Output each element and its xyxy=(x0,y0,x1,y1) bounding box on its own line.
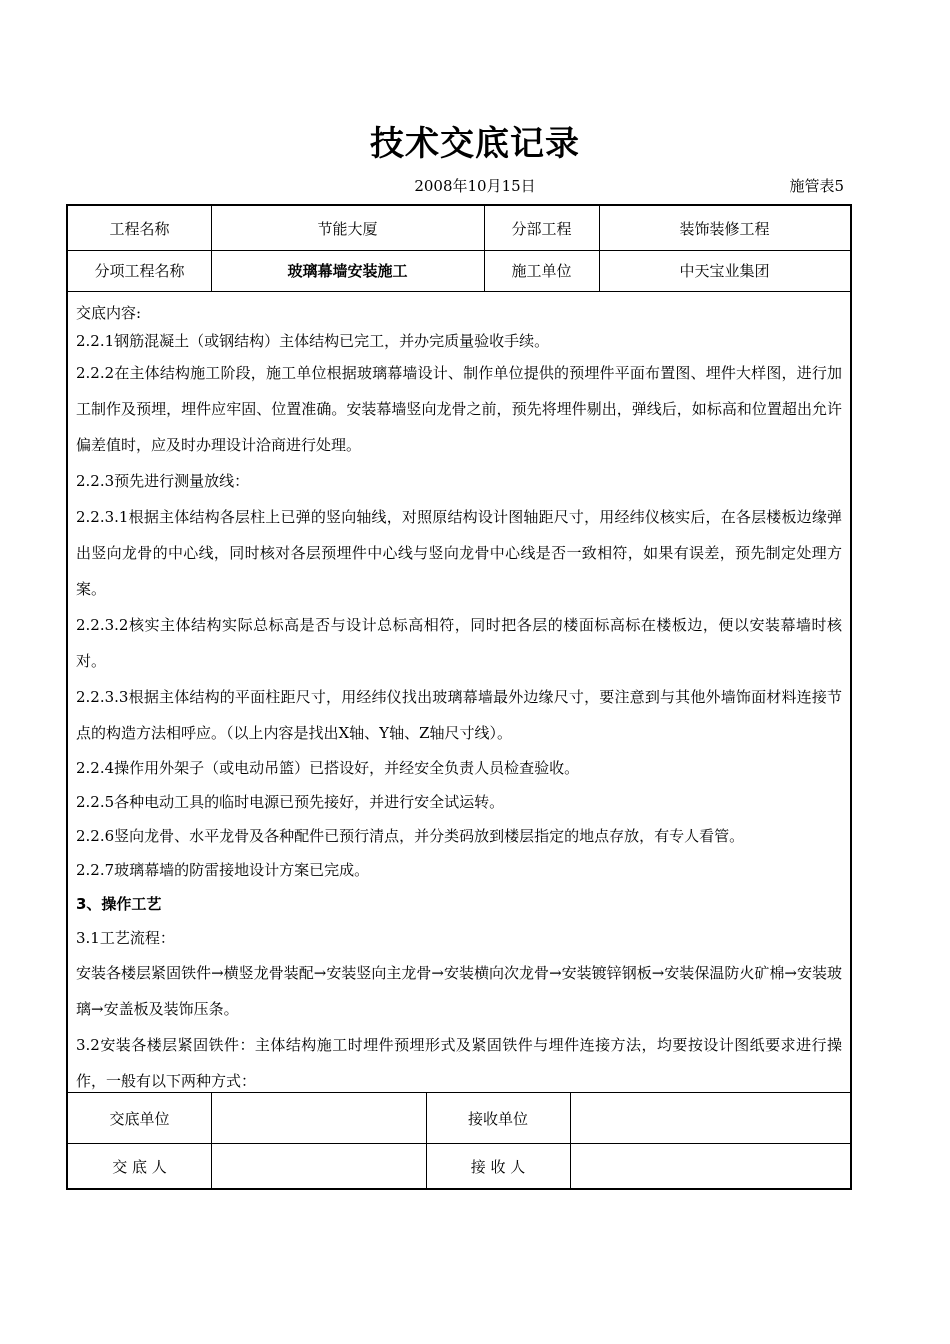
info-row-subproject xyxy=(68,250,850,292)
record-date: 2008年10月15日 xyxy=(414,177,536,195)
signoff-row-persons xyxy=(68,1144,850,1188)
contractor-value: 中天宝业集团 xyxy=(679,262,770,280)
content-heading: 交底内容: xyxy=(76,304,142,322)
content-paragraph: 2.2.1钢筋混凝土（或钢结构）主体结构已完工，并办完质量验收手续。 xyxy=(76,332,550,350)
content-paragraph: 2.2.3.2核实主体结构实际总标高是否与设计总标高相符，同时把各层的楼面标高标在楼板边，便以安装幕墙时核对。 xyxy=(76,616,842,670)
content-paragraph: 3.2安装各楼层紧固铁件：主体结构施工时埋件预埋形式及紧固铁件与埋件连接方法，均要按设计图纸要求进行操作，一般有以下两种方式： xyxy=(76,1036,842,1090)
project-name-value: 节能大厦 xyxy=(317,219,378,238)
content-paragraph: 2.2.3.3根据主体结构的平面柱距尺寸，用经纬仪找出玻璃幕墙最外边缘尺寸，要注意到与其他外墙饰面材料连接节点的构造方法相呼应。（以上内容是找出X轴、Y轴、Z轴尺寸线）。 xyxy=(76,688,842,742)
issuer-unit-label: 交底单位 xyxy=(109,1109,170,1128)
receiver-unit-label: 接收单位 xyxy=(467,1109,528,1128)
receiver-label: 接 收 人 xyxy=(470,1157,526,1176)
disclosure-content xyxy=(68,291,850,1093)
project-name-label: 工程名称 xyxy=(109,219,170,238)
content-paragraph: 2.2.7玻璃幕墙的防雷接地设计方案已完成。 xyxy=(76,861,370,879)
content-paragraph: 安装各楼层紧固铁件→横竖龙骨装配→安装竖向主龙骨→安装横向次龙骨→安装镀锌钢板→安装保温防火矿棉→安装玻璃→安盖板及装饰压条。 xyxy=(76,964,842,1018)
receiver-unit-value xyxy=(570,1093,850,1143)
content-paragraph: 2.2.6竖向龙骨、水平龙骨及各种配件已预行清点，并分类码放到楼层指定的地点存放，有专人看管。 xyxy=(76,827,745,845)
subproject-label: 分项工程名称 xyxy=(94,262,185,280)
receiver-value xyxy=(570,1144,850,1188)
content-paragraph: 2.2.5各种电动工具的临时电源已预先接好，并进行安全试运转。 xyxy=(76,793,505,811)
division-label: 分部工程 xyxy=(511,219,572,238)
section-heading: 3、操作工艺 xyxy=(76,895,162,913)
content-paragraph: 2.2.3预先进行测量放线： xyxy=(76,472,250,490)
contractor-label: 施工单位 xyxy=(511,262,572,280)
division-value: 装饰装修工程 xyxy=(679,219,770,238)
content-paragraph: 2.2.4操作用外架子（或电动吊篮）已搭设好，并经安全负责人员检查验收。 xyxy=(76,759,580,777)
content-paragraph: 2.2.3.1根据主体结构各层柱上已弹的竖向轴线，对照原结构设计图轴距尺寸，用经纬仪核实后，在各层楼板边缘弹出竖向龙骨的中心线，同时核对各层预埋件中心线与竖向龙骨中心线是否一致相符，如果有误差，预先制定处理方案。 xyxy=(76,508,842,598)
record-sheet xyxy=(66,204,852,1190)
content-paragraph: 2.2.2在主体结构施工阶段，施工单位根据玻璃幕墙设计、制作单位提供的预埋件平面布置图、埋件大样图，进行加工制作及预埋，埋件应牢固、位置准确。安装幕墙竖向龙骨之前，预先将埋件剔出，弹线后，如标高和位置超出允许偏差值时，应及时办理设计洽商进行处理。 xyxy=(76,364,842,454)
content-paragraph: 3.1工艺流程： xyxy=(76,929,175,947)
info-row-project xyxy=(68,206,850,251)
signoff-row-units xyxy=(68,1093,850,1144)
issuer-label: 交 底 人 xyxy=(112,1157,167,1176)
issuer-value xyxy=(211,1144,426,1188)
form-number: 施管表5 xyxy=(789,177,844,195)
issuer-unit-value xyxy=(211,1093,426,1143)
page-title: 技术交底记录 xyxy=(370,124,580,164)
subproject-value: 玻璃幕墙安装施工 xyxy=(287,262,408,280)
